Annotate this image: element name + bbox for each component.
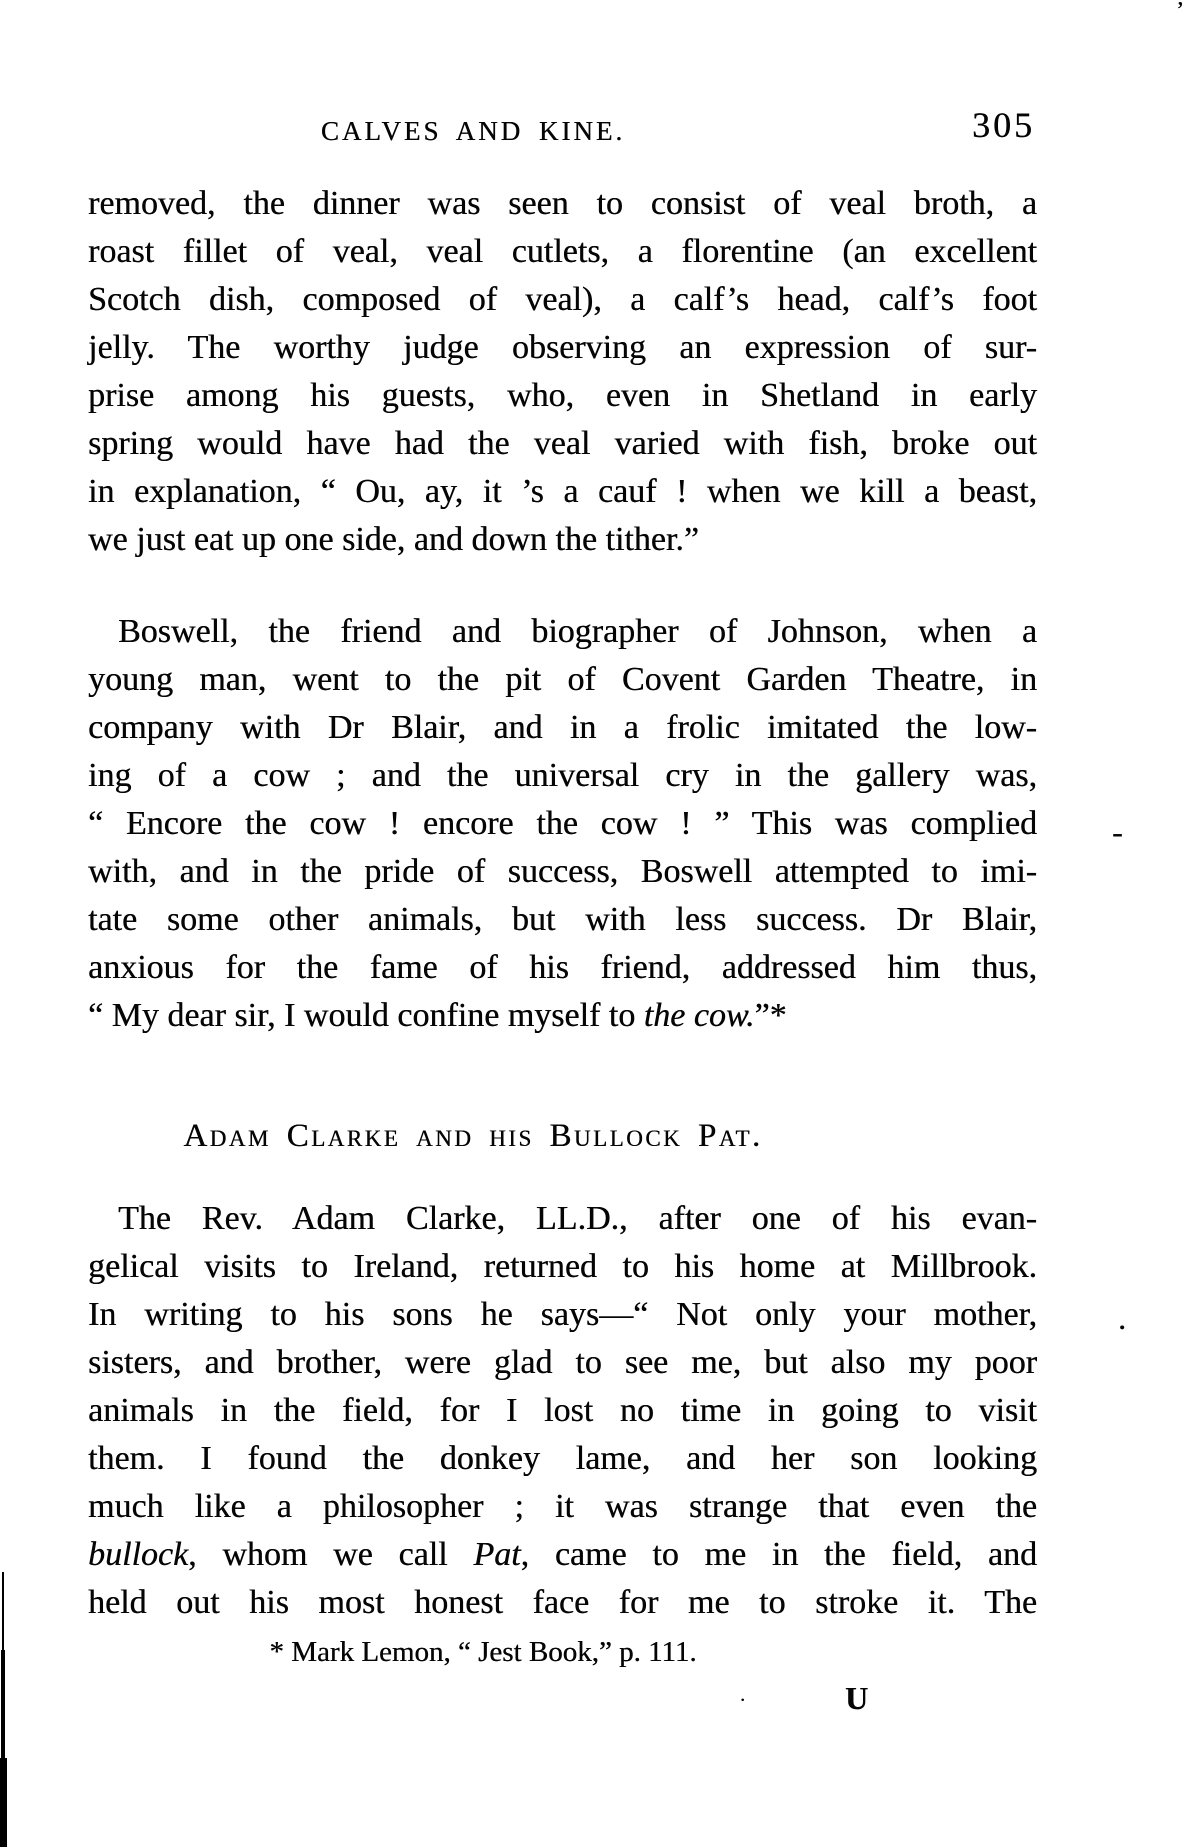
text-segment: spring would have had the veal varied with fish, broke out: [88, 425, 1037, 462]
text-segment: ”*: [754, 997, 787, 1034]
text-line: [88, 1531, 1037, 1579]
text-segment: anxious for the fame of his friend, addressed him thus,: [88, 949, 1037, 986]
text-line: [88, 372, 1037, 420]
scan-speck-mark: .: [1118, 1300, 1126, 1336]
scan-artifact-edge-line: [2, 1572, 4, 1654]
text-segment: , came to me in the field, and: [520, 1536, 1037, 1573]
text-segment: young man, went to the pit of Covent Garden Theatre, in: [88, 661, 1037, 698]
text-segment: “ My dear sir, I would confine myself to: [88, 997, 644, 1034]
text-line: [88, 1579, 1037, 1627]
text-segment: sisters, and brother, were glad to see me, but also my poor: [88, 1344, 1037, 1381]
text-line: [88, 1291, 1037, 1339]
text-line: [88, 944, 1037, 992]
text-line: [88, 1483, 1037, 1531]
italic-text-segment: Pat: [473, 1536, 521, 1573]
text-segment: Boswell, the friend and biographer of Johnson, when a: [118, 613, 1037, 650]
text-segment: tate some other animals, but with less success. Dr Blair,: [88, 901, 1037, 938]
scan-speck-mark: .: [740, 1684, 745, 1706]
text-segment: , whom we call: [188, 1536, 474, 1573]
text-segment: jelly. The worthy judge observing an expression of sur-: [88, 329, 1037, 366]
text-line: [88, 516, 1037, 564]
text-segment: “ Encore the cow ! encore the cow ! ” This was complied: [88, 805, 1037, 842]
printer-signature-mark: U: [845, 1680, 870, 1716]
text-segment: held out his most honest face for me to stroke it. The: [88, 1584, 1037, 1621]
text-segment: ing of a cow ; and the universal cry in the gallery was,: [88, 757, 1037, 794]
text-line: [88, 228, 1037, 276]
text-segment: with, and in the pride of success, Boswell attempted to imi-: [88, 853, 1037, 890]
text-segment: prise among his guests, who, even in Shetland in early: [88, 377, 1037, 414]
text-segment: much like a philosopher ; it was strange that even the: [88, 1488, 1037, 1525]
italic-text-segment: the cow.: [643, 997, 755, 1034]
text-segment: company with Dr Blair, and in a frolic imitated the low-: [88, 709, 1037, 746]
text-line: [88, 608, 1037, 656]
text-line: [88, 752, 1037, 800]
paragraph-boswell: [88, 608, 1037, 1040]
text-segment: Scotch dish, composed of veal), a calf’s head, calf’s foot: [88, 281, 1037, 318]
text-segment: removed, the dinner was seen to consist of veal broth, a: [88, 185, 1037, 222]
scan-speck-mark: ’: [1176, 0, 1184, 24]
text-line: [88, 1195, 1037, 1243]
text-line: [88, 180, 1037, 228]
text-segment: we just eat up one side, and down the tither.”: [88, 521, 699, 558]
text-segment: The Rev. Adam Clarke, LL.D., after one of his evan-: [118, 1200, 1037, 1237]
text-segment: gelical visits to Ireland, returned to his home at Millbrook.: [88, 1248, 1037, 1285]
text-line: [88, 1387, 1037, 1435]
text-line: [88, 656, 1037, 704]
running-head: CALVES AND KINE.: [320, 116, 626, 146]
text-line: [88, 1435, 1037, 1483]
scan-speck-mark: -: [1112, 814, 1123, 850]
section-heading: Adam Clarke and his Bullock Pat.: [183, 1118, 763, 1154]
scan-artifact-edge-line: [1, 1650, 5, 1762]
scan-artifact-edge-line: [0, 1758, 7, 1847]
text-line: [88, 800, 1037, 848]
text-line: [88, 1243, 1037, 1291]
italic-text-segment: bullock: [88, 1536, 189, 1573]
text-line: [88, 468, 1037, 516]
text-line: [88, 992, 1037, 1040]
text-segment: roast fillet of veal, veal cutlets, a florentine (an excellent: [88, 233, 1037, 270]
text-segment: them. I found the donkey lame, and her son looking: [88, 1440, 1037, 1477]
paragraph-veal-dinner: [88, 180, 1037, 564]
text-line: [88, 896, 1037, 944]
text-line: [88, 276, 1037, 324]
text-segment: animals in the field, for I lost no time in going to visit: [88, 1392, 1037, 1429]
text-line: [88, 704, 1037, 752]
text-line: [88, 848, 1037, 896]
footnote: * Mark Lemon, “ Jest Book,” p. 111.: [269, 1636, 697, 1668]
text-line: [88, 420, 1037, 468]
text-segment: In writing to his sons he says—“ Not only your mother,: [88, 1296, 1037, 1333]
paragraph-adam-clarke: [88, 1195, 1037, 1627]
page-number: 305: [972, 105, 1035, 145]
text-line: [88, 324, 1037, 372]
text-line: [88, 1339, 1037, 1387]
text-segment: in explanation, “ Ou, ay, it ’s a cauf ! when we kill a beast,: [88, 473, 1037, 510]
